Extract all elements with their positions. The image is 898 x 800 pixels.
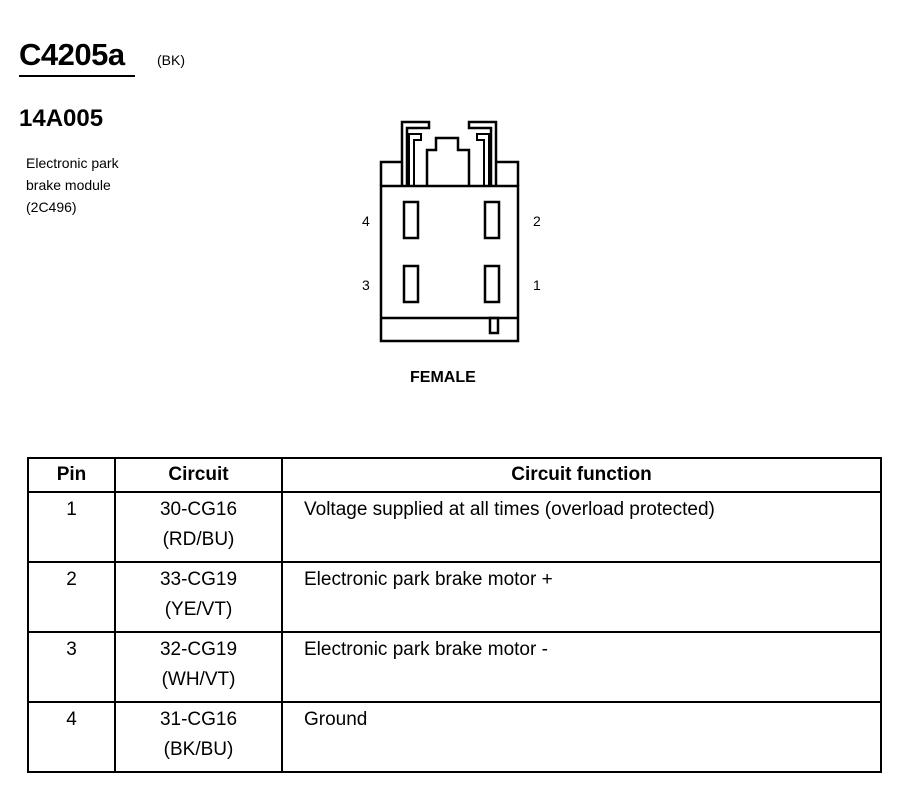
cell-pin: 4	[28, 702, 115, 772]
component-description-line: (2C496)	[26, 199, 77, 215]
connector-id: C4205a	[19, 37, 125, 72]
terminal-cavity-pin4	[404, 202, 418, 238]
pin-table	[27, 457, 882, 773]
terminal-cavity-pin2	[485, 202, 499, 238]
part-number: 14A005	[19, 105, 104, 132]
table-row	[28, 492, 881, 562]
cell-function: Voltage supplied at all times (overload protected)	[282, 492, 881, 562]
cell-circuit	[115, 632, 282, 702]
component-description-line: brake module	[26, 177, 111, 193]
cell-circuit	[115, 492, 282, 562]
circuit-color: (WH/VT)	[161, 669, 236, 690]
cell-pin: 1	[28, 492, 115, 562]
component-description	[26, 152, 119, 218]
circuit-number: 32-CG19	[159, 639, 238, 660]
column-header-pin: Pin	[28, 458, 115, 492]
connector-view-label: FEMALE	[410, 369, 476, 386]
terminal-cavity-pin1	[485, 266, 499, 302]
cell-circuit	[115, 702, 282, 772]
component-description-line: Electronic park	[26, 155, 119, 171]
cell-circuit	[115, 562, 282, 632]
cell-function: Electronic park brake motor +	[282, 562, 881, 632]
circuit-color: (RD/BU)	[162, 529, 235, 550]
pin-label-2: 2	[533, 213, 541, 229]
connector-id-underline	[19, 75, 135, 77]
pin-label-4: 4	[362, 213, 370, 229]
table-header-row	[28, 458, 881, 492]
terminal-cavity-pin3	[404, 266, 418, 302]
table-row	[28, 702, 881, 772]
cell-pin: 2	[28, 562, 115, 632]
latch-right-inner	[477, 134, 489, 186]
table-row	[28, 632, 881, 702]
pin-label-3: 3	[362, 277, 370, 293]
connector-color: (BK)	[157, 52, 185, 68]
table-row	[28, 562, 881, 632]
cell-function: Electronic park brake motor -	[282, 632, 881, 702]
pin-label-1: 1	[533, 277, 541, 293]
key-slot	[490, 318, 498, 333]
circuit-number: 31-CG16	[159, 709, 238, 730]
latch-left-inner	[409, 134, 421, 186]
center-tab	[427, 138, 469, 186]
latch-right	[469, 122, 496, 186]
latch-left	[402, 122, 429, 186]
cell-pin: 3	[28, 632, 115, 702]
connector-face-diagram	[355, 112, 545, 347]
column-header-function: Circuit function	[282, 458, 881, 492]
circuit-color: (YE/VT)	[164, 599, 233, 620]
column-header-circuit: Circuit	[115, 458, 282, 492]
circuit-color: (BK/BU)	[163, 739, 234, 760]
cell-function: Ground	[282, 702, 881, 772]
circuit-number: 33-CG19	[159, 569, 238, 590]
circuit-number: 30-CG16	[159, 499, 238, 520]
